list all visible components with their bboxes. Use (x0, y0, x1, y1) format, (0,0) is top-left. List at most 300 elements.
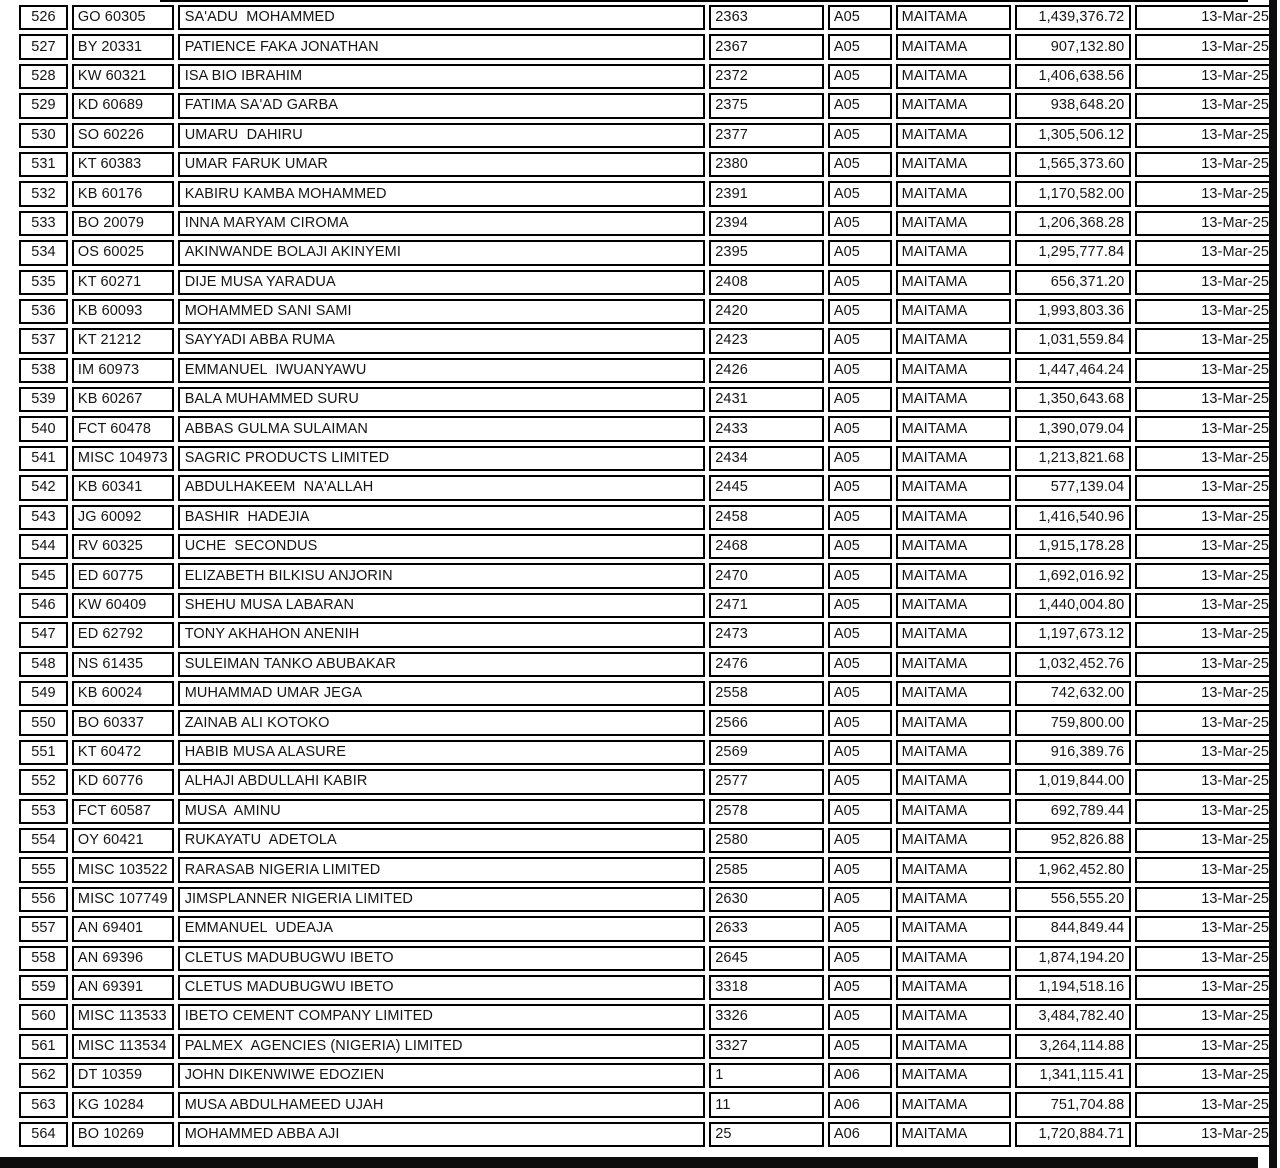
cell-serial-number: 2433 (709, 416, 824, 441)
cell-row-number: 530 (19, 123, 68, 148)
cell-beneficiary-name: PALMEX AGENCIES (NIGERIA) LIMITED (178, 1034, 706, 1059)
table-row (19, 769, 1276, 794)
cell-branch: MAITAMA (896, 828, 1012, 853)
cell-date: 13-Mar-25 (1135, 181, 1276, 206)
cell-branch: MAITAMA (896, 93, 1012, 118)
cell-account-id: NS 61435 (72, 652, 174, 677)
cell-account-id: RV 60325 (72, 534, 174, 559)
cell-row-number: 555 (19, 857, 68, 882)
page-right-edge (1269, 0, 1277, 1168)
table-row (19, 593, 1276, 618)
cell-serial-number: 2408 (709, 270, 824, 295)
cell-branch: MAITAMA (896, 211, 1012, 236)
cell-beneficiary-name: MOHAMMED ABBA AJI (178, 1122, 706, 1147)
cell-row-number: 534 (19, 240, 68, 265)
cell-beneficiary-name: SAGRIC PRODUCTS LIMITED (178, 446, 706, 471)
cell-beneficiary-name: BALA MUHAMMED SURU (178, 387, 706, 412)
cell-beneficiary-name: SHEHU MUSA LABARAN (178, 593, 706, 618)
cell-beneficiary-name: MUHAMMAD UMAR JEGA (178, 681, 706, 706)
cell-beneficiary-name: ALHAJI ABDULLAHI KABIR (178, 769, 706, 794)
table-row (19, 270, 1276, 295)
cell-beneficiary-name: UCHE SECONDUS (178, 534, 706, 559)
table-row (19, 240, 1276, 265)
cell-account-id: GO 60305 (72, 5, 174, 30)
table-row (19, 387, 1276, 412)
cell-batch-code: A05 (828, 64, 892, 89)
table-row (19, 828, 1276, 853)
cell-branch: MAITAMA (896, 681, 1012, 706)
cell-account-id: FCT 60478 (72, 416, 174, 441)
cell-row-number: 543 (19, 505, 68, 530)
cell-amount: 656,371.20 (1015, 270, 1131, 295)
cell-row-number: 527 (19, 34, 68, 59)
table-row (19, 64, 1276, 89)
cell-account-id: BO 20079 (72, 211, 174, 236)
cell-account-id: AN 69391 (72, 975, 174, 1000)
cell-beneficiary-name: CLETUS MADUBUGWU IBETO (178, 946, 706, 971)
cell-account-id: AN 69396 (72, 946, 174, 971)
cell-branch: MAITAMA (896, 5, 1012, 30)
cell-branch: MAITAMA (896, 975, 1012, 1000)
cell-batch-code: A06 (828, 1122, 892, 1147)
cell-date: 13-Mar-25 (1135, 416, 1276, 441)
cell-serial-number: 2394 (709, 211, 824, 236)
cell-serial-number: 2458 (709, 505, 824, 530)
cell-branch: MAITAMA (896, 1034, 1012, 1059)
cell-beneficiary-name: INNA MARYAM CIROMA (178, 211, 706, 236)
cell-beneficiary-name: AKINWANDE BOLAJI AKINYEMI (178, 240, 706, 265)
cell-amount: 938,648.20 (1015, 93, 1131, 118)
cell-branch: MAITAMA (896, 740, 1012, 765)
cell-amount: 1,962,452.80 (1015, 857, 1131, 882)
cell-branch: MAITAMA (896, 240, 1012, 265)
cell-date: 13-Mar-25 (1135, 34, 1276, 59)
cell-date: 13-Mar-25 (1135, 64, 1276, 89)
cell-batch-code: A05 (828, 299, 892, 324)
cell-date: 13-Mar-25 (1135, 887, 1276, 912)
cell-serial-number: 2434 (709, 446, 824, 471)
cell-batch-code: A05 (828, 416, 892, 441)
cell-beneficiary-name: RUKAYATU ADETOLA (178, 828, 706, 853)
cell-serial-number: 2569 (709, 740, 824, 765)
table-row (19, 328, 1276, 353)
cell-branch: MAITAMA (896, 563, 1012, 588)
cell-account-id: KD 60689 (72, 93, 174, 118)
cell-row-number: 554 (19, 828, 68, 853)
cell-account-id: SO 60226 (72, 123, 174, 148)
table-row (19, 93, 1276, 118)
cell-batch-code: A05 (828, 152, 892, 177)
cell-date: 13-Mar-25 (1135, 328, 1276, 353)
cell-row-number: 558 (19, 946, 68, 971)
cell-date: 13-Mar-25 (1135, 652, 1276, 677)
cell-batch-code: A05 (828, 710, 892, 735)
cell-date: 13-Mar-25 (1135, 358, 1276, 383)
table-row (19, 1004, 1276, 1029)
cell-row-number: 556 (19, 887, 68, 912)
cell-account-id: BO 10269 (72, 1122, 174, 1147)
cell-serial-number: 2367 (709, 34, 824, 59)
cell-beneficiary-name: JIMSPLANNER NIGERIA LIMITED (178, 887, 706, 912)
cell-amount: 1,440,004.80 (1015, 593, 1131, 618)
cell-serial-number: 2585 (709, 857, 824, 882)
cell-serial-number: 2470 (709, 563, 824, 588)
cell-serial-number: 1 (709, 1063, 824, 1088)
table-row (19, 563, 1276, 588)
cell-date: 13-Mar-25 (1135, 975, 1276, 1000)
cell-date: 13-Mar-25 (1135, 1122, 1276, 1147)
table-row (19, 211, 1276, 236)
table-row (19, 446, 1276, 471)
cell-serial-number: 2630 (709, 887, 824, 912)
cell-serial-number: 2380 (709, 152, 824, 177)
cell-serial-number: 2377 (709, 123, 824, 148)
table-row (19, 5, 1276, 30)
cell-serial-number: 2426 (709, 358, 824, 383)
cell-beneficiary-name: MUSA ABDULHAMEED UJAH (178, 1092, 706, 1117)
cell-account-id: KB 60093 (72, 299, 174, 324)
cell-account-id: OY 60421 (72, 828, 174, 853)
table-row (19, 1034, 1276, 1059)
cell-amount: 1,019,844.00 (1015, 769, 1131, 794)
cell-batch-code: A05 (828, 123, 892, 148)
cell-batch-code: A05 (828, 652, 892, 677)
cell-date: 13-Mar-25 (1135, 387, 1276, 412)
cell-batch-code: A06 (828, 1063, 892, 1088)
cell-batch-code: A05 (828, 34, 892, 59)
cell-date: 13-Mar-25 (1135, 1092, 1276, 1117)
cell-date: 13-Mar-25 (1135, 270, 1276, 295)
cell-date: 13-Mar-25 (1135, 93, 1276, 118)
cell-row-number: 548 (19, 652, 68, 677)
table-row (19, 152, 1276, 177)
cell-serial-number: 2578 (709, 799, 824, 824)
cell-amount: 1,350,643.68 (1015, 387, 1131, 412)
cell-batch-code: A05 (828, 181, 892, 206)
cell-date: 13-Mar-25 (1135, 475, 1276, 500)
cell-batch-code: A05 (828, 475, 892, 500)
cell-amount: 1,031,559.84 (1015, 328, 1131, 353)
cell-row-number: 535 (19, 270, 68, 295)
cell-date: 13-Mar-25 (1135, 593, 1276, 618)
cell-account-id: KB 60024 (72, 681, 174, 706)
cell-beneficiary-name: KABIRU KAMBA MOHAMMED (178, 181, 706, 206)
table-row (19, 946, 1276, 971)
cell-branch: MAITAMA (896, 652, 1012, 677)
cell-date: 13-Mar-25 (1135, 152, 1276, 177)
cell-branch: MAITAMA (896, 446, 1012, 471)
cell-account-id: ED 60775 (72, 563, 174, 588)
cell-row-number: 544 (19, 534, 68, 559)
cell-batch-code: A05 (828, 240, 892, 265)
cell-amount: 1,720,884.71 (1015, 1122, 1131, 1147)
cell-branch: MAITAMA (896, 622, 1012, 647)
cell-serial-number: 2420 (709, 299, 824, 324)
table-row (19, 181, 1276, 206)
cell-account-id: MISC 113534 (72, 1034, 174, 1059)
cell-account-id: KT 21212 (72, 328, 174, 353)
table-row (19, 299, 1276, 324)
cell-beneficiary-name: RARASAB NIGERIA LIMITED (178, 857, 706, 882)
cell-branch: MAITAMA (896, 593, 1012, 618)
cell-amount: 1,213,821.68 (1015, 446, 1131, 471)
cell-row-number: 563 (19, 1092, 68, 1117)
cell-batch-code: A05 (828, 534, 892, 559)
cell-serial-number: 2558 (709, 681, 824, 706)
cell-branch: MAITAMA (896, 64, 1012, 89)
cell-amount: 1,390,079.04 (1015, 416, 1131, 441)
cell-row-number: 537 (19, 328, 68, 353)
table-row (19, 475, 1276, 500)
cell-branch: MAITAMA (896, 799, 1012, 824)
cell-date: 13-Mar-25 (1135, 1034, 1276, 1059)
cell-date: 13-Mar-25 (1135, 5, 1276, 30)
cell-amount: 1,305,506.12 (1015, 123, 1131, 148)
cell-serial-number: 11 (709, 1092, 824, 1117)
cell-batch-code: A05 (828, 211, 892, 236)
cell-beneficiary-name: ISA BIO IBRAHIM (178, 64, 706, 89)
cell-date: 13-Mar-25 (1135, 946, 1276, 971)
cell-beneficiary-name: MUSA AMINU (178, 799, 706, 824)
cell-account-id: KT 60472 (72, 740, 174, 765)
cell-account-id: KB 60176 (72, 181, 174, 206)
cell-account-id: KT 60383 (72, 152, 174, 177)
table-row (19, 534, 1276, 559)
cell-amount: 1,874,194.20 (1015, 946, 1131, 971)
table-row (19, 622, 1276, 647)
cell-date: 13-Mar-25 (1135, 740, 1276, 765)
cell-serial-number: 2580 (709, 828, 824, 853)
cell-amount: 1,206,368.28 (1015, 211, 1131, 236)
cell-serial-number: 2468 (709, 534, 824, 559)
cell-amount: 907,132.80 (1015, 34, 1131, 59)
cell-account-id: OS 60025 (72, 240, 174, 265)
cell-serial-number: 2363 (709, 5, 824, 30)
cell-serial-number: 2633 (709, 916, 824, 941)
cell-branch: MAITAMA (896, 710, 1012, 735)
cell-amount: 1,993,803.36 (1015, 299, 1131, 324)
cell-amount: 751,704.88 (1015, 1092, 1131, 1117)
table-row (19, 358, 1276, 383)
cell-amount: 3,264,114.88 (1015, 1034, 1131, 1059)
cell-row-number: 542 (19, 475, 68, 500)
cell-account-id: MISC 113533 (72, 1004, 174, 1029)
cell-account-id: FCT 60587 (72, 799, 174, 824)
cell-date: 13-Mar-25 (1135, 563, 1276, 588)
cell-batch-code: A05 (828, 387, 892, 412)
cell-branch: MAITAMA (896, 887, 1012, 912)
cell-account-id: KW 60409 (72, 593, 174, 618)
cell-batch-code: A05 (828, 270, 892, 295)
table-row (19, 710, 1276, 735)
cell-amount: 1,915,178.28 (1015, 534, 1131, 559)
cell-batch-code: A05 (828, 828, 892, 853)
cell-serial-number: 2391 (709, 181, 824, 206)
cell-serial-number: 3318 (709, 975, 824, 1000)
cell-branch: MAITAMA (896, 1092, 1012, 1117)
cell-beneficiary-name: EMMANUEL IWUANYAWU (178, 358, 706, 383)
cell-row-number: 547 (19, 622, 68, 647)
cell-beneficiary-name: SAYYADI ABBA RUMA (178, 328, 706, 353)
cell-account-id: MISC 103522 (72, 857, 174, 882)
cell-branch: MAITAMA (896, 475, 1012, 500)
cell-date: 13-Mar-25 (1135, 769, 1276, 794)
cell-date: 13-Mar-25 (1135, 916, 1276, 941)
cell-beneficiary-name: DIJE MUSA YARADUA (178, 270, 706, 295)
cell-row-number: 561 (19, 1034, 68, 1059)
table-row (19, 34, 1276, 59)
cell-serial-number: 2471 (709, 593, 824, 618)
cell-branch: MAITAMA (896, 534, 1012, 559)
cell-date: 13-Mar-25 (1135, 828, 1276, 853)
cell-branch: MAITAMA (896, 916, 1012, 941)
cell-date: 13-Mar-25 (1135, 505, 1276, 530)
cell-batch-code: A05 (828, 5, 892, 30)
cell-serial-number: 2395 (709, 240, 824, 265)
cell-batch-code: A05 (828, 975, 892, 1000)
cell-row-number: 532 (19, 181, 68, 206)
cell-beneficiary-name: MOHAMMED SANI SAMI (178, 299, 706, 324)
cell-batch-code: A05 (828, 887, 892, 912)
cell-row-number: 540 (19, 416, 68, 441)
table-row (19, 975, 1276, 1000)
cell-amount: 1,197,673.12 (1015, 622, 1131, 647)
cell-row-number: 549 (19, 681, 68, 706)
cell-date: 13-Mar-25 (1135, 857, 1276, 882)
cell-batch-code: A05 (828, 857, 892, 882)
cell-date: 13-Mar-25 (1135, 710, 1276, 735)
table-row (19, 1092, 1276, 1117)
cell-amount: 916,389.76 (1015, 740, 1131, 765)
cell-batch-code: A05 (828, 681, 892, 706)
page-bottom-edge (0, 1157, 1258, 1168)
cell-amount: 1,295,777.84 (1015, 240, 1131, 265)
table-row (19, 740, 1276, 765)
cell-row-number: 546 (19, 593, 68, 618)
cell-beneficiary-name: CLETUS MADUBUGWU IBETO (178, 975, 706, 1000)
table-row (19, 857, 1276, 882)
cell-serial-number: 2645 (709, 946, 824, 971)
cell-beneficiary-name: UMAR FARUK UMAR (178, 152, 706, 177)
cell-serial-number: 2476 (709, 652, 824, 677)
cell-amount: 556,555.20 (1015, 887, 1131, 912)
cell-serial-number: 2445 (709, 475, 824, 500)
cell-beneficiary-name: TONY AKHAHON ANENIH (178, 622, 706, 647)
cell-beneficiary-name: FATIMA SA'AD GARBA (178, 93, 706, 118)
cell-branch: MAITAMA (896, 270, 1012, 295)
cell-date: 13-Mar-25 (1135, 446, 1276, 471)
cell-account-id: BY 20331 (72, 34, 174, 59)
cell-row-number: 526 (19, 5, 68, 30)
cell-account-id: KD 60776 (72, 769, 174, 794)
cell-beneficiary-name: JOHN DIKENWIWE EDOZIEN (178, 1063, 706, 1088)
cell-beneficiary-name: SA'ADU MOHAMMED (178, 5, 706, 30)
cell-branch: MAITAMA (896, 152, 1012, 177)
cell-batch-code: A05 (828, 563, 892, 588)
cell-beneficiary-name: ZAINAB ALI KOTOKO (178, 710, 706, 735)
cell-branch: MAITAMA (896, 1122, 1012, 1147)
cell-branch: MAITAMA (896, 123, 1012, 148)
cell-amount: 1,447,464.24 (1015, 358, 1131, 383)
cell-branch: MAITAMA (896, 358, 1012, 383)
cell-date: 13-Mar-25 (1135, 622, 1276, 647)
table-row (19, 123, 1276, 148)
cell-branch: MAITAMA (896, 299, 1012, 324)
cell-beneficiary-name: HABIB MUSA ALASURE (178, 740, 706, 765)
cell-account-id: MISC 104973 (72, 446, 174, 471)
cell-row-number: 531 (19, 152, 68, 177)
table-row (19, 1063, 1276, 1088)
cell-account-id: KB 60341 (72, 475, 174, 500)
table-row (19, 799, 1276, 824)
cell-branch: MAITAMA (896, 181, 1012, 206)
cell-batch-code: A05 (828, 328, 892, 353)
cell-batch-code: A05 (828, 916, 892, 941)
table-row (19, 1122, 1276, 1147)
cell-amount: 1,032,452.76 (1015, 652, 1131, 677)
cell-serial-number: 2423 (709, 328, 824, 353)
cell-amount: 1,194,518.16 (1015, 975, 1131, 1000)
cell-beneficiary-name: PATIENCE FAKA JONATHAN (178, 34, 706, 59)
cell-beneficiary-name: SULEIMAN TANKO ABUBAKAR (178, 652, 706, 677)
cell-branch: MAITAMA (896, 34, 1012, 59)
cell-batch-code: A05 (828, 946, 892, 971)
cell-beneficiary-name: ELIZABETH BILKISU ANJORIN (178, 563, 706, 588)
table-row (19, 916, 1276, 941)
cell-branch: MAITAMA (896, 387, 1012, 412)
cell-branch: MAITAMA (896, 416, 1012, 441)
cell-serial-number: 2375 (709, 93, 824, 118)
cell-serial-number: 25 (709, 1122, 824, 1147)
cell-date: 13-Mar-25 (1135, 1063, 1276, 1088)
cell-row-number: 528 (19, 64, 68, 89)
table-row (19, 505, 1276, 530)
cell-beneficiary-name: ABBAS GULMA SULAIMAN (178, 416, 706, 441)
cell-amount: 759,800.00 (1015, 710, 1131, 735)
cell-date: 13-Mar-25 (1135, 240, 1276, 265)
cell-amount: 1,170,582.00 (1015, 181, 1131, 206)
cell-row-number: 559 (19, 975, 68, 1000)
cell-amount: 3,484,782.40 (1015, 1004, 1131, 1029)
cell-batch-code: A05 (828, 1004, 892, 1029)
cell-account-id: JG 60092 (72, 505, 174, 530)
cell-account-id: KB 60267 (72, 387, 174, 412)
cell-branch: MAITAMA (896, 328, 1012, 353)
table-row (19, 416, 1276, 441)
cell-date: 13-Mar-25 (1135, 1004, 1276, 1029)
cell-row-number: 560 (19, 1004, 68, 1029)
cell-date: 13-Mar-25 (1135, 799, 1276, 824)
cell-branch: MAITAMA (896, 1004, 1012, 1029)
cell-branch: MAITAMA (896, 769, 1012, 794)
cell-amount: 1,565,373.60 (1015, 152, 1131, 177)
cell-serial-number: 2473 (709, 622, 824, 647)
cell-beneficiary-name: EMMANUEL UDEAJA (178, 916, 706, 941)
cell-row-number: 551 (19, 740, 68, 765)
cell-row-number: 536 (19, 299, 68, 324)
table-row (19, 652, 1276, 677)
cell-amount: 1,692,016.92 (1015, 563, 1131, 588)
cell-branch: MAITAMA (896, 1063, 1012, 1088)
cell-account-id: KG 10284 (72, 1092, 174, 1117)
cell-branch: MAITAMA (896, 946, 1012, 971)
cell-batch-code: A05 (828, 799, 892, 824)
cell-batch-code: A05 (828, 622, 892, 647)
cell-row-number: 550 (19, 710, 68, 735)
table-row (19, 887, 1276, 912)
cell-row-number: 553 (19, 799, 68, 824)
cell-row-number: 557 (19, 916, 68, 941)
